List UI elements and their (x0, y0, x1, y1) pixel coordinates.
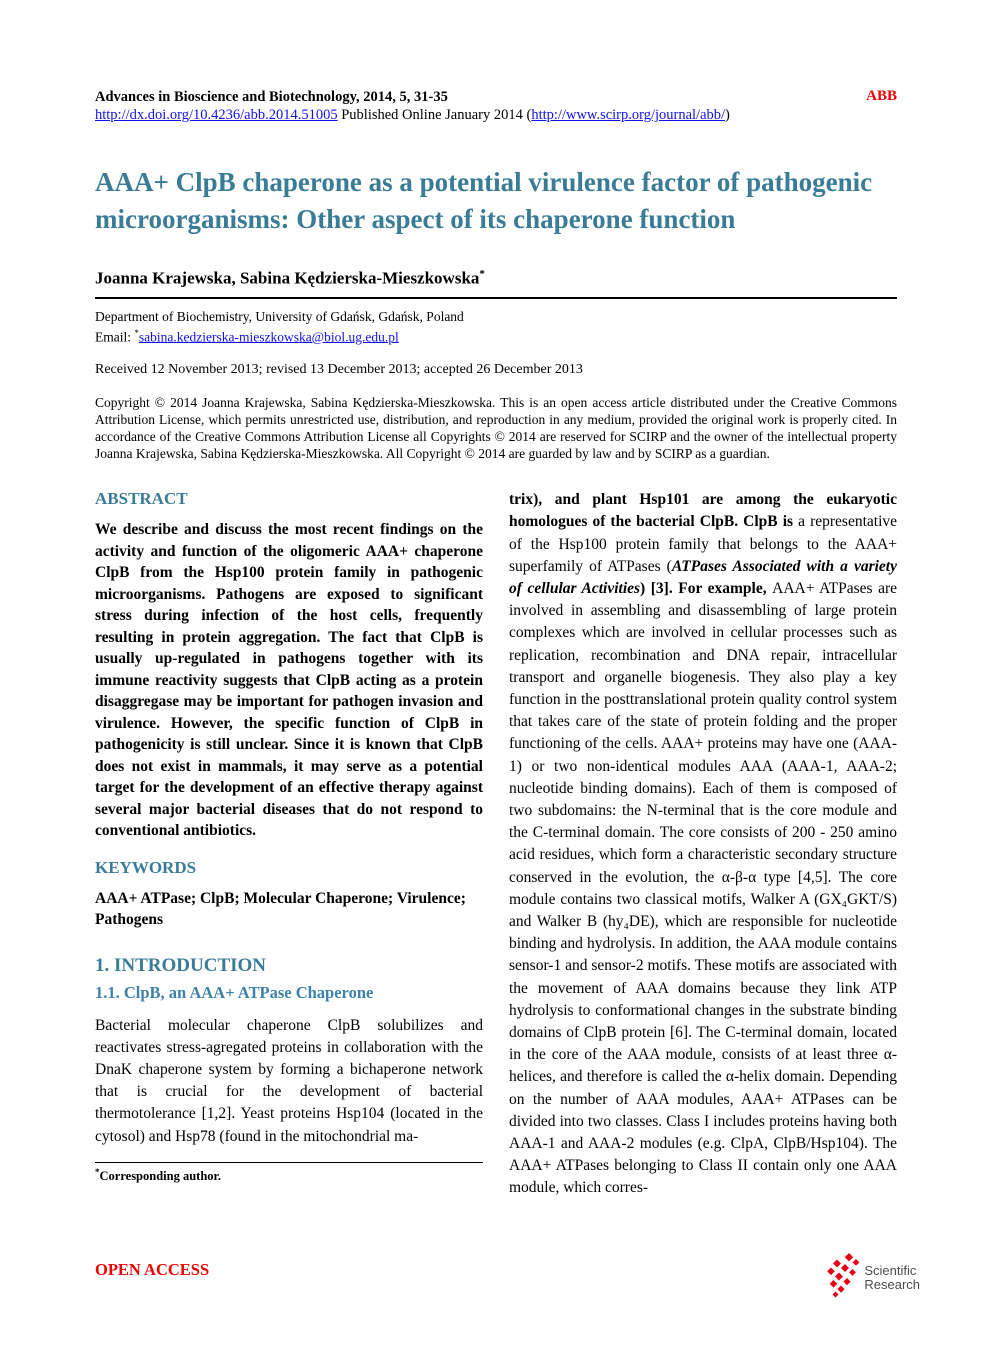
page-header (95, 88, 897, 124)
author-names: Joanna Krajewska, Sabina Kędzierska-Mieszkowska (95, 268, 480, 288)
introduction-subheading: 1.1. ClpB, an AAA+ ATPase Chaperone (95, 982, 374, 1002)
close-paren-text: ) (725, 107, 730, 123)
right-col-segment-2: a representative of the Hsp100 protein family that belongs to the AAA+ superfamily of ATPases ( (509, 513, 897, 575)
keywords-body: AAA+ ATPase; ClpB; Molecular Chaperone; Virulence; Pathogens (95, 889, 466, 929)
footnote-block (95, 1162, 483, 1184)
email-line (95, 325, 897, 346)
open-access-label: OPEN ACCESS (95, 1260, 210, 1279)
logo-text (864, 1264, 920, 1292)
page-footer (95, 1252, 920, 1303)
authors-line (95, 268, 897, 299)
keywords-heading: KEYWORDS (95, 857, 197, 877)
logo-text-line2: Research (864, 1276, 920, 1292)
scirp-diamonds-icon (824, 1252, 860, 1303)
affiliation-text: Department of Biochemistry, University of Gdańsk, Gdańsk, Poland (95, 308, 464, 324)
right-col-segment-3: ATPases Associated with a variety of cellular Activities (509, 557, 897, 597)
doi-line (95, 106, 730, 124)
affiliation-block (95, 308, 897, 346)
copyright-paragraph: Copyright © 2014 Joanna Krajewska, Sabina Kędzierska-Mieszkowska. This is an open access article distributed under the Creative Commons Attribution License, which permits unrestricted use, distribution, and reproduction in any medium, provided the original work is properly cited. In accordance of the Creative Commons Attribution License all Copyrights © 2014 are reserved for SCIRP and the owner of the intellectual property Joanna Krajewska, Sabina Kędzierska-Mieszkowska. All Copyright © 2014 are guarded by law and by SCIRP as a guardian. (95, 395, 897, 462)
right-col-segment-1: trix), and plant Hsp101 are among the eukaryotic homologues of the bacterial ClpB. ClpB is (509, 491, 897, 531)
right-column-text (509, 489, 897, 1200)
article-title: AAA+ ClpB chaperone as a potential virulence factor of pathogenic microorganisms: Other aspect of its chaperone function (95, 167, 873, 234)
right-col-segment-5: AAA+ ATPases are involved in assembling and disassembling of large protein complexes which are involved in cellular processes such as replication, recombination and DNA repair, intracellular transport and organelle biogenesis. They also play a key function in the posttranslational protein quality control system that takes care of the state of protein folding and the proper functioning of the cells. AAA+ proteins may have one (AAA-1) or two non-identical modules AAA (AAA-1, AAA-2; nucleotide binding domains). Each of them is composed of two subdomains: the N-terminal that is the core module and the C-terminal domain. The core consists of 200 - 250 amino acid residues, which form a characteristic secondary structure conserved in the evolution, the α-β-α type [4,5]. The core module contains two classical motifs, Walker A (GX₄GKT/S) and Walker B (hy₄DE), which are responsible for nucleotide binding and hydrolysis. In addition, the AAA module contains sensor-1 and sensor-2 motifs. These motifs are associated with the movement of AAA domains because they link ATP hydrolysis to conformational changes in the substrate binding domains of ClpB protein [6]. The C-terminal domain, located in the core of the AAA module, consists of at least three α-helices, and therefore is called the α-helix domain. Depending on the number of AAA modules, AAA+ ATPases can be divided into two classes. Class I includes proteins having both AAA-1 and AAA-2 modules (e.g. ClpA, ClpB/Hsp104). The AAA+ ATPases belonging to Class II contain only one AAA module, which corres- (509, 579, 897, 1197)
right-col-segment-4: ) [3]. For example, (640, 579, 773, 597)
header-left (95, 88, 730, 124)
footnote-text (95, 1167, 483, 1184)
logo-text-line1: Scientific (864, 1262, 917, 1278)
introduction-body: Bacterial molecular chaperone ClpB solubilizes and reactivates stress-agregated proteins in collaboration with the DnaK chaperone system by forming a bichaperone network that is crucial for the development of bacterial thermotolerance [1,2]. Yeast proteins Hsp104 (located in the cytosol) and Hsp78 (found in the mitochondrial ma- (95, 1016, 483, 1145)
journal-citation-line: Advances in Bioscience and Biotechnology, 2014, 5, 31-35 (95, 89, 448, 105)
dates-line: Received 12 November 2013; revised 13 December 2013; accepted 26 December 2013 (95, 362, 583, 378)
email-asterisk: * (134, 327, 139, 338)
two-column-body (95, 489, 897, 1200)
author-asterisk: * (479, 268, 485, 280)
abstract-heading: ABSTRACT (95, 489, 188, 509)
published-online-text: Published Online January 2014 ( (337, 107, 532, 123)
email-label: Email: (95, 329, 135, 345)
journal-abbrev-badge: ABB (866, 88, 897, 104)
introduction-heading: 1. INTRODUCTION (95, 954, 267, 976)
footnote-divider (95, 1162, 483, 1163)
doi-link[interactable]: http://dx.doi.org/10.4236/abb.2014.51005 (95, 107, 338, 123)
journal-url-link[interactable]: http://www.scirp.org/journal/abb/ (531, 107, 726, 123)
footnote-asterisk: * (95, 1166, 100, 1177)
abstract-body: We describe and discuss the most recent findings on the activity and function of the oligomeric AAA+ chaperone ClpB from the Hsp100 protein family in pathogenic microorganisms. Pathogens are exposed to significant stress during infection of the host cells, frequently resulting in protein aggregation. The fact that ClpB is usually up-regulated in pathogens together with its immune reactivity suggests that ClpB acting as a protein disaggregase may be important for pathogen invasion and virulence. However, the specific function of ClpB in pathogenicity is still unclear. Since it is known that ClpB does not exist in mammals, it may serve as a potential target for the development of an effective therapy against several major bacterial diseases that do not respond to conventional antibiotics. (95, 521, 483, 840)
footnote-label: Corresponding author. (99, 1169, 222, 1184)
right-column (509, 489, 897, 1200)
left-column (95, 489, 483, 1200)
email-link[interactable]: sabina.kedzierska-mieszkowska@biol.ug.edu.pl (138, 329, 399, 345)
scientific-research-logo (824, 1252, 920, 1303)
